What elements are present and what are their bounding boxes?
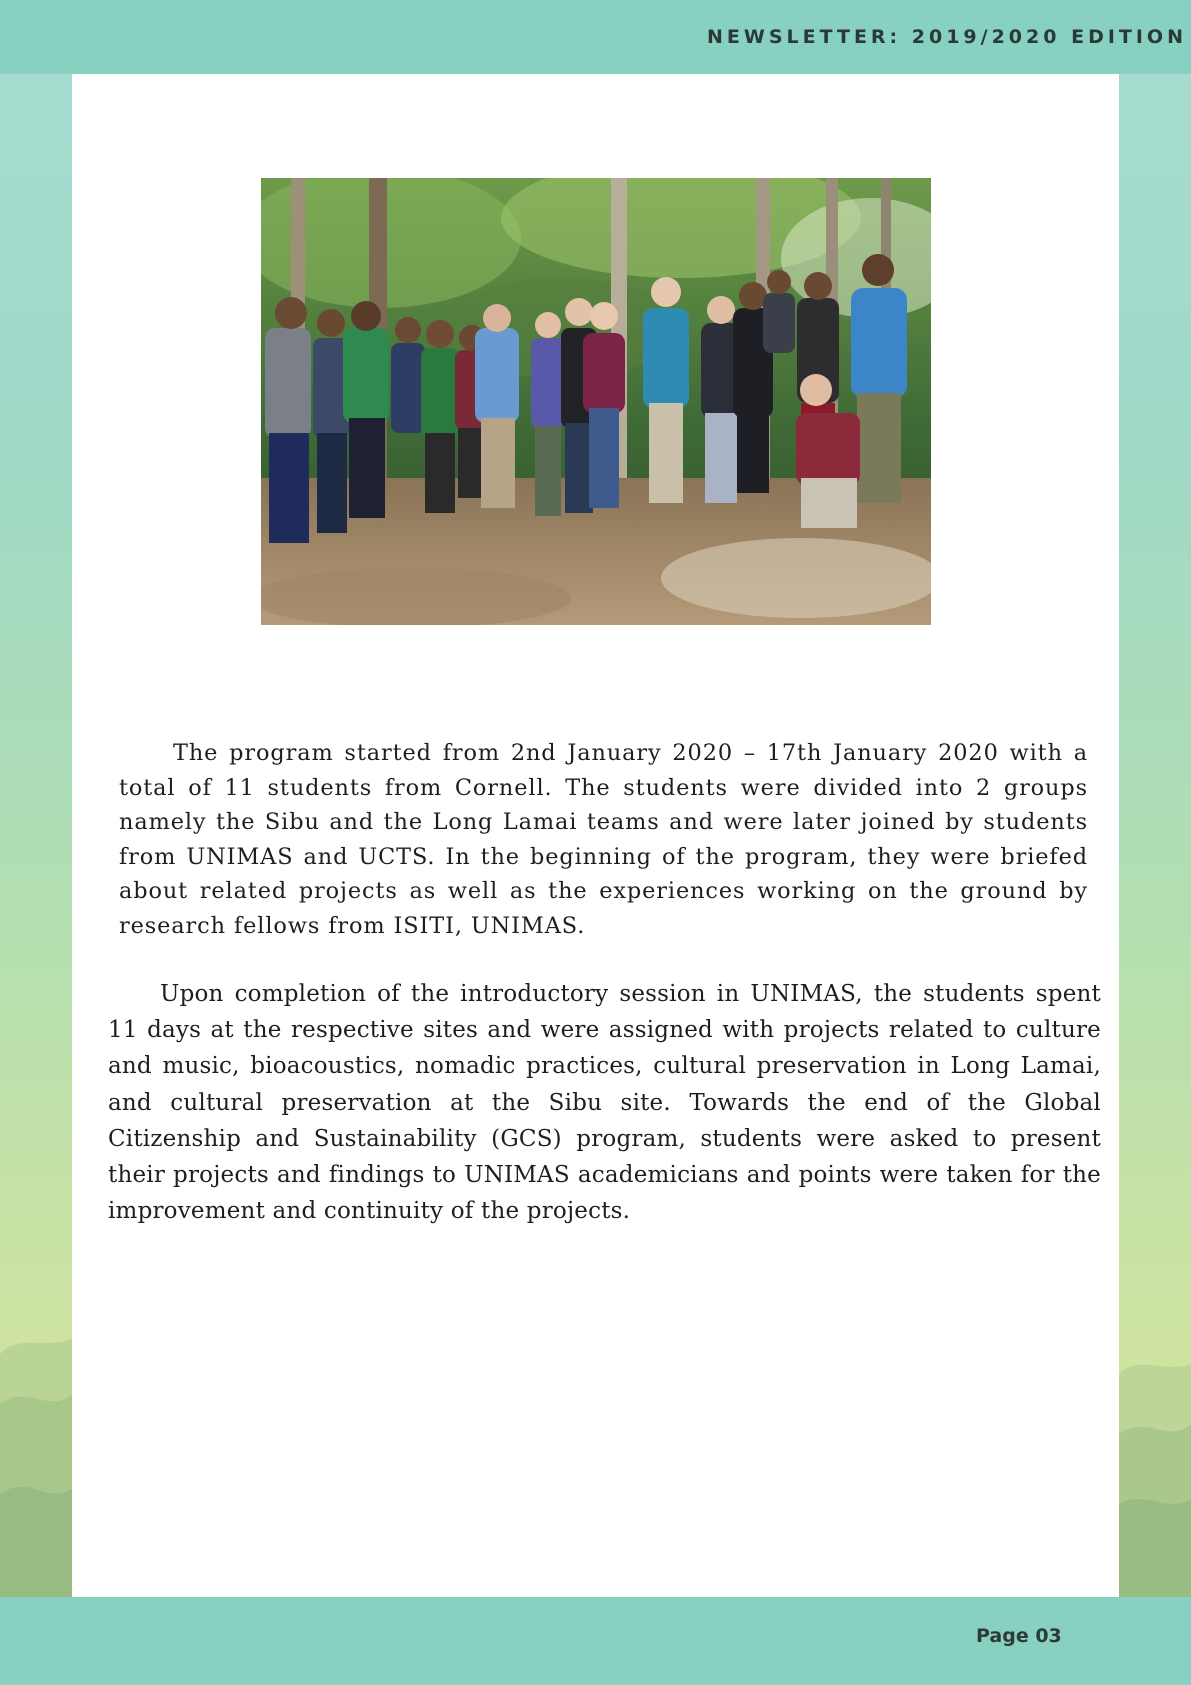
article-paragraph-2: Upon completion of the introductory session in UNIMAS, the students spent 11 days at the respective sites and were assigned with projects related to culture and music, bioacoustics, nomadic practices, cultural preservation in Long Lamai, and cultural preservation at the Sibu site. Towards the end of the Global Citizenship and Sustainability (GCS) program, students were asked to present their projects and findings to UNIMAS academicians and points were taken for the improvement and continuity of the projects. [108,981,1101,1225]
page-content [72,74,1119,1597]
page-number: Page 03 [976,1625,1062,1647]
decorative-foliage-left [0,74,72,1597]
group-photo [261,178,931,625]
newsletter-title: NEWSLETTER: 2019/2020 EDITION [706,26,1187,48]
group-photo-illustration [261,178,931,625]
footer-band [0,1597,1191,1685]
decorative-foliage-right [1119,74,1191,1597]
article-paragraph-1: The program started from 2nd January 2020 – 17th January 2020 with a total of 11 students from Cornell. The students were divided into 2 groups namely the Sibu and the Long Lamai teams and were later joined by students from UNIMAS and UCTS. In the beginning of the program, they were briefed about related projects as well as the experiences working on the ground by research fellows from ISITI, UNIMAS. [119,740,1088,939]
header-band [0,0,1191,74]
